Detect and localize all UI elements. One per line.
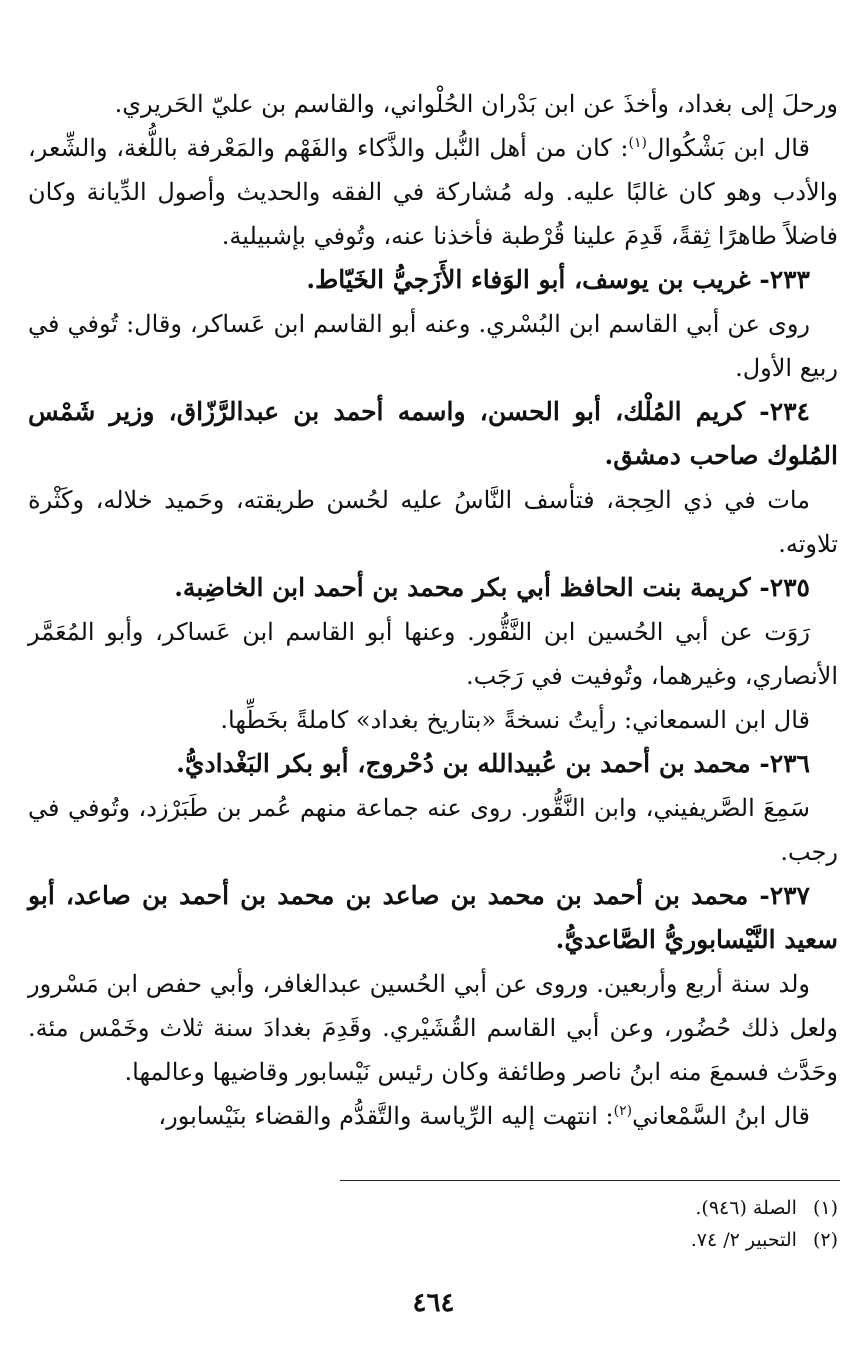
entry-heading: ٢٣٤- كريم المُلْك، أبو الحسن، واسمه أحمد بن عبدالرَّزّاق، وزير شَمْس المُلوك صاحب دمشق.: [28, 397, 838, 470]
paragraph: ولد سنة أربع وأربعين. وروى عن أبي الحُسين عبدالغافر، وأبي حفص ابن مَسْرور ولعل ذلك حُضُور، وعن أبي القاسم القُشَيْري. وقَدِمَ بغدادَ سنة ثلاث وخَمْس مئة. وحَدَّث فسمعَ منه ابنُ ناصر وطائفة وكان رئيس نَيْسابور وقاضيها وعالمها.: [28, 970, 838, 1086]
footnote-ref: (١): [628, 135, 647, 151]
paragraph-text: : كان من أهل النُّبل والذَّكاء والفَهْم والمَعْرفة باللُّغة، والشِّعر، والأدب وهو كان غالبًا عليه. وله مُشاركة في الفقه والحديث وأصول الدِّيانة وكان فاضلاً طاهرًا ثِقةً، قَدِمَ علينا قُرْطبة فأخذنا عنه، وتُوفي بإشبيلية.: [28, 134, 838, 250]
footnote-number: (٢): [812, 1229, 838, 1251]
page-body: [28, 82, 838, 1138]
footnote-text: الصلة (٩٤٦).: [695, 1197, 797, 1219]
paragraph: رَوَت عن أبي الحُسين ابن النَّقُّور. وعنها أبو القاسم ابن عَساكر، وأبو المُعَمَّر الأنصاري، وغيرهما، وتُوفيت في رَجَب.: [28, 618, 838, 690]
paragraph: [28, 1094, 838, 1138]
footnote-number: (١): [812, 1197, 838, 1219]
paragraph: [28, 126, 838, 258]
paragraph: مات في ذي الحِجة، فتأسف النَّاسُ عليه لحُسن طريقته، وحَميد خلاله، وكَثْرة تلاوته.: [28, 486, 838, 558]
paragraph-text: قال ابنُ السَّمْعاني: [632, 1102, 810, 1130]
footnote-ref: (٢): [613, 1103, 633, 1119]
paragraph-text: : انتهت إليه الرِّياسة والتَّقدُّم والقضاء بنَيْسابور،: [158, 1102, 614, 1130]
paragraph-text: قال ابن بَشْكُوال: [646, 134, 811, 162]
paragraph: قال ابن السمعاني: رأيتُ نسخةً «بتاريخ بغداد» كاملةً بخَطِّها.: [220, 706, 810, 734]
footnote-divider: [340, 1180, 840, 1181]
paragraph: سَمِعَ الصَّريفيني، وابن النَّقُّور. روى عنه جماعة منهم عُمر بن طَبَرْزد، وتُوفي في رجب.: [28, 794, 838, 866]
footnote: [28, 1192, 838, 1224]
entry-heading: ٢٣٣- غريب بن يوسف، أبو الوَفاء الأَزَجيُّ الخَيّاط.: [306, 265, 810, 294]
footnote: [28, 1224, 838, 1256]
footnotes: [28, 1192, 838, 1256]
page-number: ٤٦٤: [412, 1288, 455, 1318]
entry-heading: ٢٣٧- محمد بن أحمد بن محمد بن صاعد بن محمد بن أحمد بن صاعد، أبو سعيد النَّيْسابوريُّ الصَّاعديُّ.: [28, 881, 838, 954]
paragraph: ورحلَ إلى بغداد، وأخذَ عن ابن بَدْران الحُلْواني، والقاسم بن عليّ الحَريري.: [114, 90, 838, 118]
footnote-text: التحبير ٢/ ٧٤.: [690, 1229, 797, 1251]
entry-heading: ٢٣٥- كريمة بنت الحافظ أبي بكر محمد بن أحمد ابن الخاضِبة.: [174, 573, 810, 602]
paragraph: روى عن أبي القاسم ابن البُسْري. وعنه أبو القاسم ابن عَساكر، وقال: تُوفي في ربيع الأول.: [28, 310, 838, 382]
entry-heading: ٢٣٦- محمد بن أحمد بن عُبيدالله بن دُحْروج، أبو بكر البَغْداديُّ.: [176, 749, 810, 778]
